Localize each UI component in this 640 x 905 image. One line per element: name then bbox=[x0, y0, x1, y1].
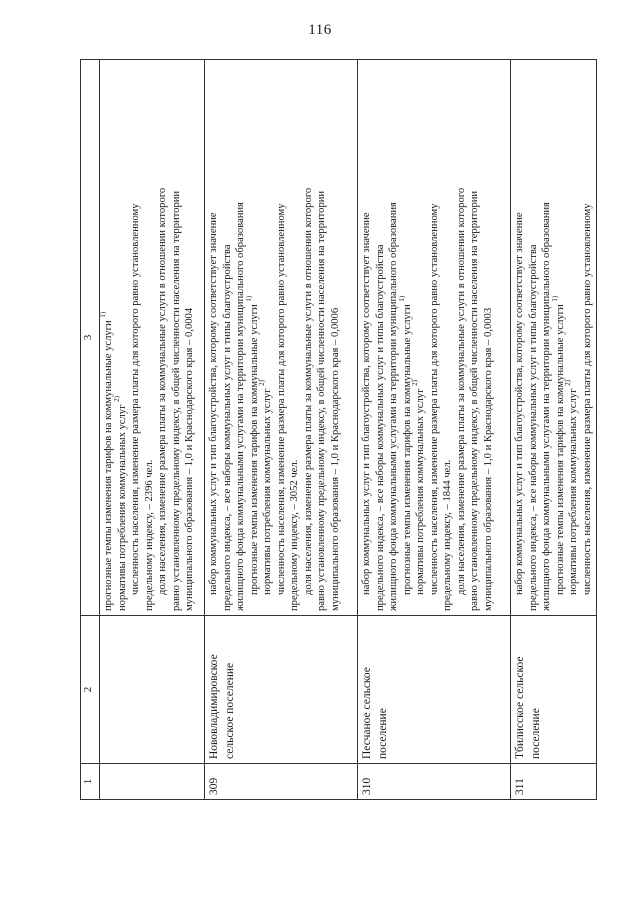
description-text: предельному индексу, – 3052 чел. bbox=[289, 459, 301, 611]
description-text: равно установленному предельному индексу, в общей численности населения на территории bbox=[170, 190, 182, 611]
description-line bbox=[183, 64, 197, 611]
description-line bbox=[468, 64, 482, 611]
description-text: набор коммунальных услуг и тип благоустройства, которому соответствует значение bbox=[514, 212, 525, 595]
description-line bbox=[411, 64, 428, 611]
description-text: равно установленному предельному индексу, в общей численности населения на территории bbox=[316, 190, 328, 611]
description-line bbox=[112, 64, 130, 611]
description-line bbox=[275, 64, 289, 611]
table-header-row bbox=[81, 60, 100, 800]
description-text: предельному индексу, – 2396 чел. bbox=[143, 459, 155, 611]
footnote-marker: 1) bbox=[550, 295, 559, 302]
description-line bbox=[329, 64, 343, 611]
description-text: муниципального образования – 1,0 и Краснодарского края – 0,0004 bbox=[184, 307, 196, 611]
table-row bbox=[511, 60, 597, 800]
description-text: доля населения, изменение размера платы за коммунальные услуги в отношении которого bbox=[455, 187, 467, 595]
description-text: прогнозные темпы изменения тарифов на коммунальные услуги bbox=[401, 301, 413, 595]
description-text: нормативы потребления коммунальных услуг bbox=[262, 385, 274, 595]
description-line bbox=[360, 64, 374, 611]
description-line bbox=[397, 64, 415, 611]
header-col-1: 1 bbox=[81, 764, 100, 800]
description-line bbox=[581, 64, 595, 611]
description-line bbox=[550, 64, 568, 611]
description-text: набор коммунальных услуг и тип благоустройства, которому соответствует значение bbox=[208, 212, 219, 595]
row-description-cell bbox=[100, 60, 205, 616]
description-line bbox=[207, 64, 221, 611]
description-line bbox=[234, 64, 248, 611]
footnote-marker: 1) bbox=[99, 311, 107, 318]
description-line bbox=[564, 64, 581, 611]
description-text: численность населения, изменение размера платы для которого равно установленному bbox=[130, 203, 142, 595]
description-text: доля населения, изменение размера платы за коммунальные услуги в отношении которого bbox=[302, 187, 314, 595]
header-col-2: 2 bbox=[81, 616, 100, 764]
description-line bbox=[99, 64, 116, 611]
footnote-marker: 2) bbox=[258, 380, 267, 386]
description-text: численность населения, изменение размера платы для которого равно установленному bbox=[428, 203, 440, 595]
footnote-marker: 2) bbox=[112, 396, 121, 402]
footnote-marker: 2) bbox=[411, 380, 420, 386]
description-line bbox=[258, 64, 275, 611]
row-name-cell: Нововладимировское сельское поселение bbox=[205, 616, 358, 764]
header-col-3: 3 bbox=[81, 60, 100, 616]
table-row bbox=[205, 60, 358, 800]
row-description-cell bbox=[358, 60, 511, 616]
row-description-cell bbox=[511, 60, 597, 616]
municipal-table bbox=[80, 59, 597, 800]
description-text: жилищного фонда коммунальными услугами на территории муниципального образования bbox=[541, 202, 553, 611]
description-line bbox=[428, 64, 442, 611]
description-text: прогнозные темпы изменения тарифов на коммунальные услуги bbox=[248, 301, 260, 595]
description-line bbox=[315, 64, 329, 611]
description-text: доля населения, изменение размера платы за коммунальные услуги в отношении которого bbox=[157, 187, 169, 595]
footnote-marker: 1) bbox=[244, 295, 253, 302]
rotated-table-container bbox=[80, 60, 593, 800]
row-name-cell: Тбилисское сельское поселение bbox=[511, 616, 597, 764]
description-line bbox=[455, 64, 469, 611]
description-line bbox=[302, 64, 316, 611]
row-number-cell: 311 bbox=[511, 764, 597, 800]
description-text: предельного индекса, – все наборы коммунальных услуг и типы благоустройства bbox=[527, 244, 539, 611]
row-name-cell: Песчаное сельское поселение bbox=[358, 616, 511, 764]
description-line bbox=[482, 64, 496, 611]
description-text: прогнозные темпы изменения тарифов на коммунальные услуги bbox=[554, 301, 566, 595]
row-number-cell bbox=[100, 764, 205, 800]
description-text: равно установленному предельному индексу, в общей численности населения на территории bbox=[469, 190, 481, 611]
row-number-cell: 309 bbox=[205, 764, 358, 800]
description-text: численность населения, изменение размера платы для которого равно установленному bbox=[275, 203, 287, 595]
row-number-cell: 310 bbox=[358, 764, 511, 800]
description-text: муниципального образования – 1,0 и Краснодарского края – 0,0003 bbox=[482, 307, 494, 611]
description-line bbox=[513, 64, 527, 611]
description-line bbox=[221, 64, 235, 611]
description-text: набор коммунальных услуг и тип благоустройства, которому соответствует значение bbox=[361, 212, 372, 595]
description-line bbox=[288, 64, 302, 611]
description-text: предельного индекса, – все наборы коммунальных услуг и типы благоустройства bbox=[221, 244, 233, 611]
description-line bbox=[143, 64, 157, 611]
description-line bbox=[441, 64, 455, 611]
description-text: предельного индекса, – все наборы коммунальных услуг и типы благоустройства bbox=[374, 244, 386, 611]
description-line bbox=[540, 64, 554, 611]
description-text: прогнозные темпы изменения тарифов на коммунальные услуги bbox=[103, 317, 114, 611]
description-line bbox=[527, 64, 541, 611]
footnote-marker: 2) bbox=[564, 380, 573, 386]
row-description-cell bbox=[205, 60, 358, 616]
row-name-cell bbox=[100, 616, 205, 764]
description-text: жилищного фонда коммунальными услугами на территории муниципального образования bbox=[235, 202, 247, 611]
description-line bbox=[170, 64, 184, 611]
table-row-continued bbox=[100, 60, 205, 800]
description-text: нормативы потребления коммунальных услуг bbox=[116, 401, 128, 611]
description-text: жилищного фонда коммунальными услугами на территории муниципального образования bbox=[388, 202, 400, 611]
description-text: нормативы потребления коммунальных услуг bbox=[415, 385, 427, 595]
description-line bbox=[244, 64, 262, 611]
description-text: численность населения, изменение размера платы для которого равно установленному bbox=[581, 203, 593, 595]
description-line bbox=[156, 64, 170, 611]
description-line bbox=[387, 64, 401, 611]
page-number: 116 bbox=[308, 22, 332, 38]
description-line bbox=[374, 64, 388, 611]
table-row bbox=[358, 60, 511, 800]
footnote-marker: 1) bbox=[397, 295, 406, 302]
description-text: нормативы потребления коммунальных услуг bbox=[568, 385, 580, 595]
description-text: предельному индексу, – 1844 чел. bbox=[442, 459, 454, 611]
description-line bbox=[129, 64, 143, 611]
description-text: муниципального образования – 1,0 и Краснодарского края – 0,0006 bbox=[329, 307, 341, 611]
